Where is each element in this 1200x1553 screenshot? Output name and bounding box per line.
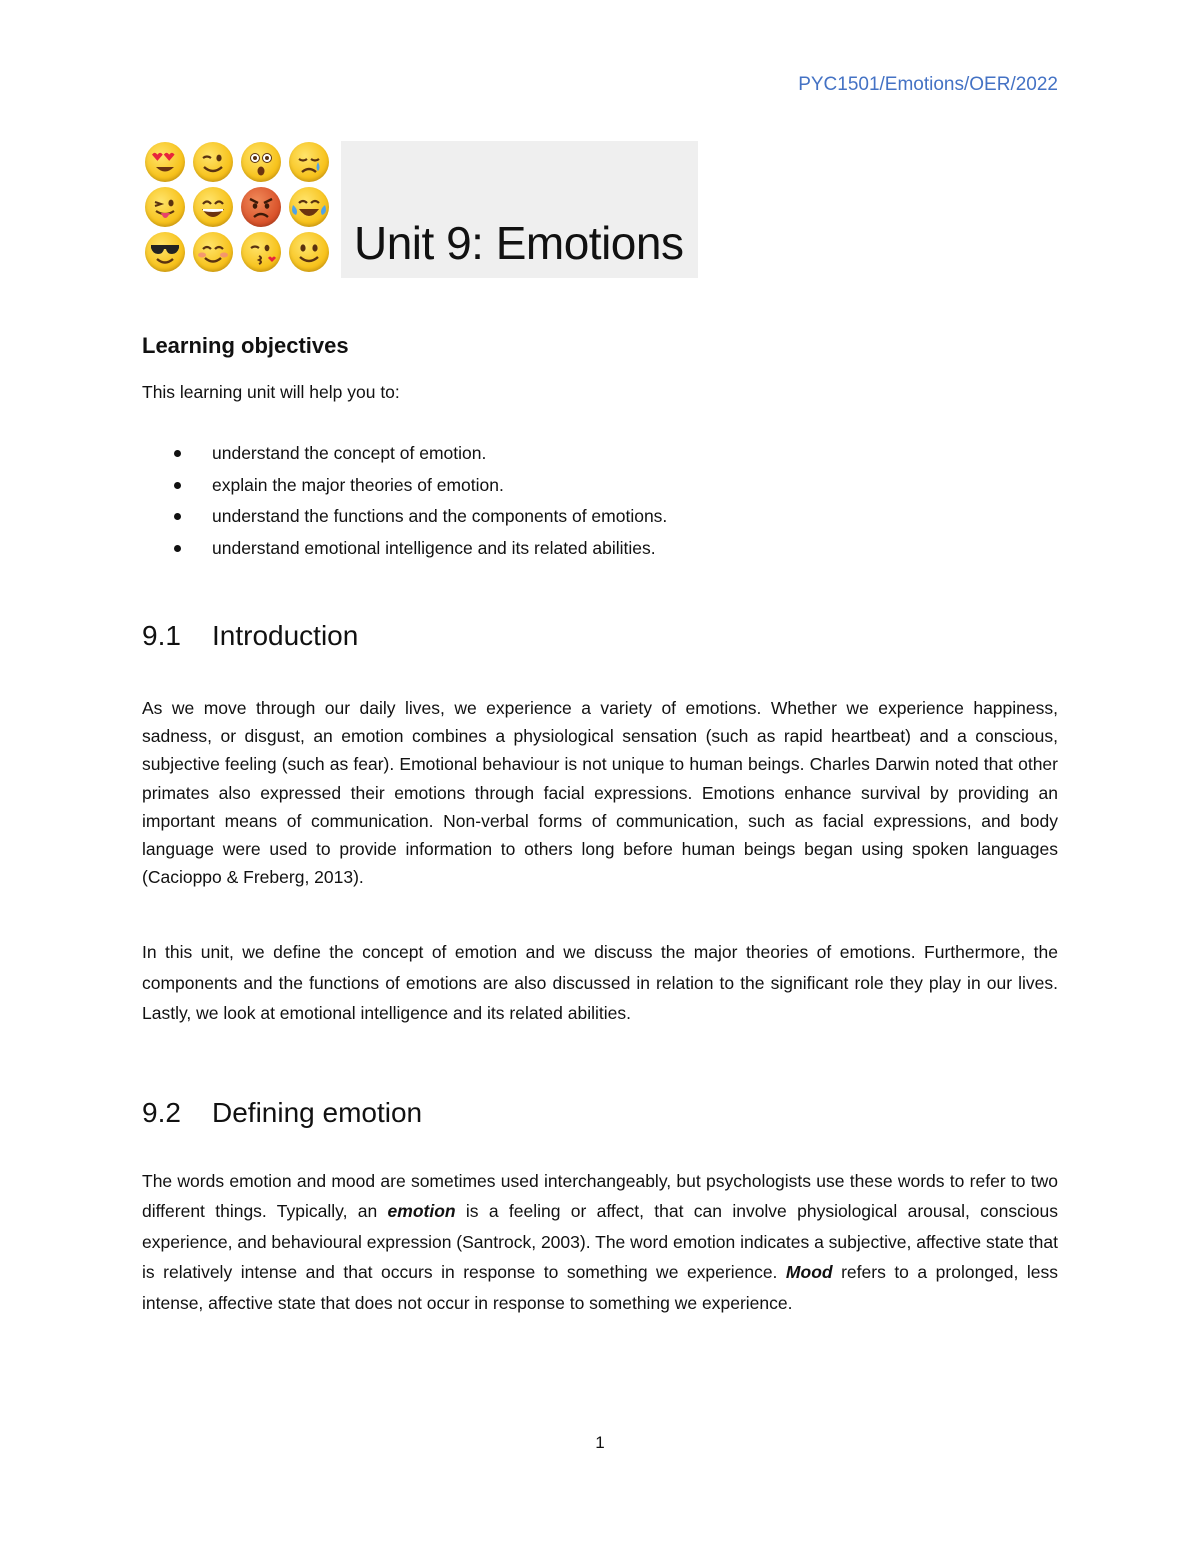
course-code: PYC1501/Emotions/OER/2022 bbox=[798, 74, 1058, 95]
grinning-icon bbox=[193, 187, 233, 227]
section-title: Introduction bbox=[212, 620, 359, 651]
learning-objectives-heading: Learning objectives bbox=[142, 333, 349, 358]
section-heading-defining-emotion bbox=[142, 1097, 422, 1129]
crying-icon bbox=[289, 142, 329, 182]
tears-of-joy-icon bbox=[289, 187, 329, 227]
defining-emotion-paragraph: The words emotion and mood are sometimes used interchangeably, but psychologists use these words to refer to two different things. Typically, an emotion is a feeling or affect, that can involve physiological arousal, conscious experience, and behavioural expression (Santrock, 2003). The word emotion indicates a subjective, affective state that is relatively intense and that occurs in response to something we experience. Mood refers to a prolonged, less intense, affective state that does not occur in response to something we experience. bbox=[142, 1171, 1058, 1313]
page-title: Unit 9: Emotions bbox=[354, 217, 684, 269]
sunglasses-icon bbox=[145, 232, 185, 272]
list-item: understand the concept of emotion. bbox=[142, 442, 667, 474]
astonished-icon bbox=[241, 142, 281, 182]
angry-icon bbox=[241, 187, 281, 227]
list-item: understand the functions and the components of emotions. bbox=[142, 505, 667, 537]
term-emotion: emotion bbox=[387, 1201, 456, 1222]
smile-icon bbox=[289, 232, 329, 272]
section-number: 9.1 bbox=[142, 620, 181, 651]
list-item: understand emotional intelligence and its related abilities. bbox=[142, 537, 667, 569]
wink-icon bbox=[193, 142, 233, 182]
tongue-out-icon bbox=[145, 187, 185, 227]
emoji-grid bbox=[145, 142, 337, 274]
introduction-paragraph-1: As we move through our daily lives, we experience a variety of emotions. Whether we experience happiness, sadness, or disgust, an emotion combines a physiological sensation (such as rapid heartbeat) and a conscious, subjective feeling (such as fear). Emotional behaviour is not unique to human beings. Charles Darwin noted that other primates also expressed their emotions through facial expressions. Emotions enhance survival by providing an important means of communication. Non-verbal forms of communication, such as facial expressions, and body language were used to provide information to others long before human beings began using spoken languages (Cacioppo & Freberg, 2013). bbox=[142, 698, 1058, 888]
section-heading-introduction bbox=[142, 620, 358, 652]
section-number: 9.2 bbox=[142, 1097, 181, 1128]
bullet-icon bbox=[174, 482, 181, 489]
bullet-icon bbox=[174, 513, 181, 520]
section-title: Defining emotion bbox=[212, 1097, 423, 1128]
heart-eyes-icon bbox=[145, 142, 185, 182]
bullet-icon bbox=[174, 545, 181, 552]
introduction-paragraph-2: In this unit, we define the concept of emotion and we discuss the major theories of emotions. Furthermore, the components and the functions of emotions are also discussed in relation to the significant role they play in our lives. Lastly, we look at emotional intelligence and its related abilities. bbox=[142, 942, 1058, 1023]
term-mood: Mood bbox=[785, 1262, 833, 1283]
list-item: explain the major theories of emotion. bbox=[142, 474, 667, 506]
learning-objectives-list bbox=[142, 442, 667, 568]
bullet-icon bbox=[174, 450, 181, 457]
blush-icon bbox=[193, 232, 233, 272]
page-number: 1 bbox=[595, 1433, 605, 1452]
kissing-icon bbox=[241, 232, 281, 272]
learning-objectives-intro: This learning unit will help you to: bbox=[142, 382, 400, 402]
